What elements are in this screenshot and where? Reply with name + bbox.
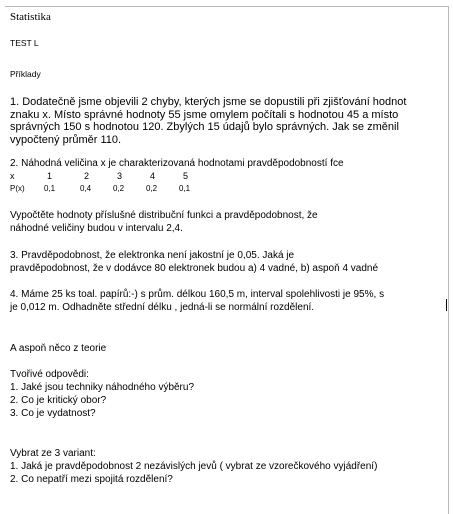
table-p-label: P(x) — [10, 184, 25, 193]
page-border-right — [448, 6, 449, 514]
problem-1-line-2: znaku x. Místo správné hodnoty 55 jsme omylem počítali s hodnotou 45 a místo — [10, 109, 399, 121]
problem-3-line-2: pravděpodobnost, že v dodávce 80 elektronek budou a) 4 vadné, b) aspoň 4 vadné — [10, 263, 379, 274]
table-p-value: 0,2 — [146, 184, 158, 193]
problem-4-line-1: 4. Máme 25 ks toal. papírů:-) s prům. délkou 160,5 m, interval spolehlivosti je 95%, s — [10, 289, 385, 300]
creative-heading: Tvořivé odpovědi: — [10, 369, 89, 380]
table-p-value: 0,1 — [44, 184, 56, 193]
table-x-label: x — [10, 171, 15, 181]
problem-1-line-3: správných 150 s hodnotou 120. Zbylých 15 údajů bylo správných. Jak se změnil — [10, 121, 399, 133]
table-p-value: 0,1 — [179, 184, 191, 193]
choose-item-1: 1. Jaká je pravděpodobnost 2 nezávislých jevů ( vybrat ze vzorečkového vyjádření) — [10, 461, 378, 472]
problem-3-line-1: 3. Pravděpodobnost, že elektronka není jakostní je 0,05. Jaká je — [10, 250, 295, 261]
table-x-value: 2 — [84, 171, 90, 181]
table-x-value: 3 — [117, 171, 123, 181]
text-cursor — [446, 299, 447, 311]
problem-2b-line-2: náhodné veličiny budou v intervalu 2,4. — [10, 223, 183, 234]
choose-item-2: 2. Co nepatří mezi spojitá rozdělení? — [10, 474, 173, 485]
creative-item-3: 3. Co je vydatnost? — [10, 408, 96, 419]
table-x-value: 5 — [183, 171, 189, 181]
doc-subtitle: TEST L — [10, 38, 39, 48]
table-x-value: 1 — [47, 171, 53, 181]
problem-1-line-4: vypočtený průměr 110. — [10, 134, 122, 146]
table-p-value: 0,4 — [80, 184, 92, 193]
page-border-top — [5, 6, 448, 7]
table-p-value: 0,2 — [113, 184, 125, 193]
creative-item-2: 2. Co je kritický obor? — [10, 395, 107, 406]
table-x-value: 4 — [150, 171, 156, 181]
examples-heading: Příklady — [10, 69, 41, 79]
creative-item-1: 1. Jaké jsou techniky náhodného výběru? — [10, 382, 195, 393]
problem-2-line: 2. Náhodná veličina x je charakterizovaná hodnotami pravděpodobností fce — [10, 158, 344, 169]
problem-1-line-1: 1. Dodatečně jsme objevili 2 chyby, kterých jsme se dopustili při zjišťování hodnot — [10, 96, 407, 108]
choose-heading: Vybrat ze 3 variant: — [10, 448, 96, 459]
doc-title: Statistika — [10, 11, 51, 23]
theory-heading: A aspoň něco z teorie — [10, 343, 107, 354]
problem-4-line-2: je 0,012 m. Odhadněte střední délku , jedná-li se normální rozdělení. — [10, 302, 315, 313]
problem-2b-line-1: Vypočtěte hodnoty příslušné distribuční funkci a pravděpodobnost, že — [10, 210, 318, 221]
